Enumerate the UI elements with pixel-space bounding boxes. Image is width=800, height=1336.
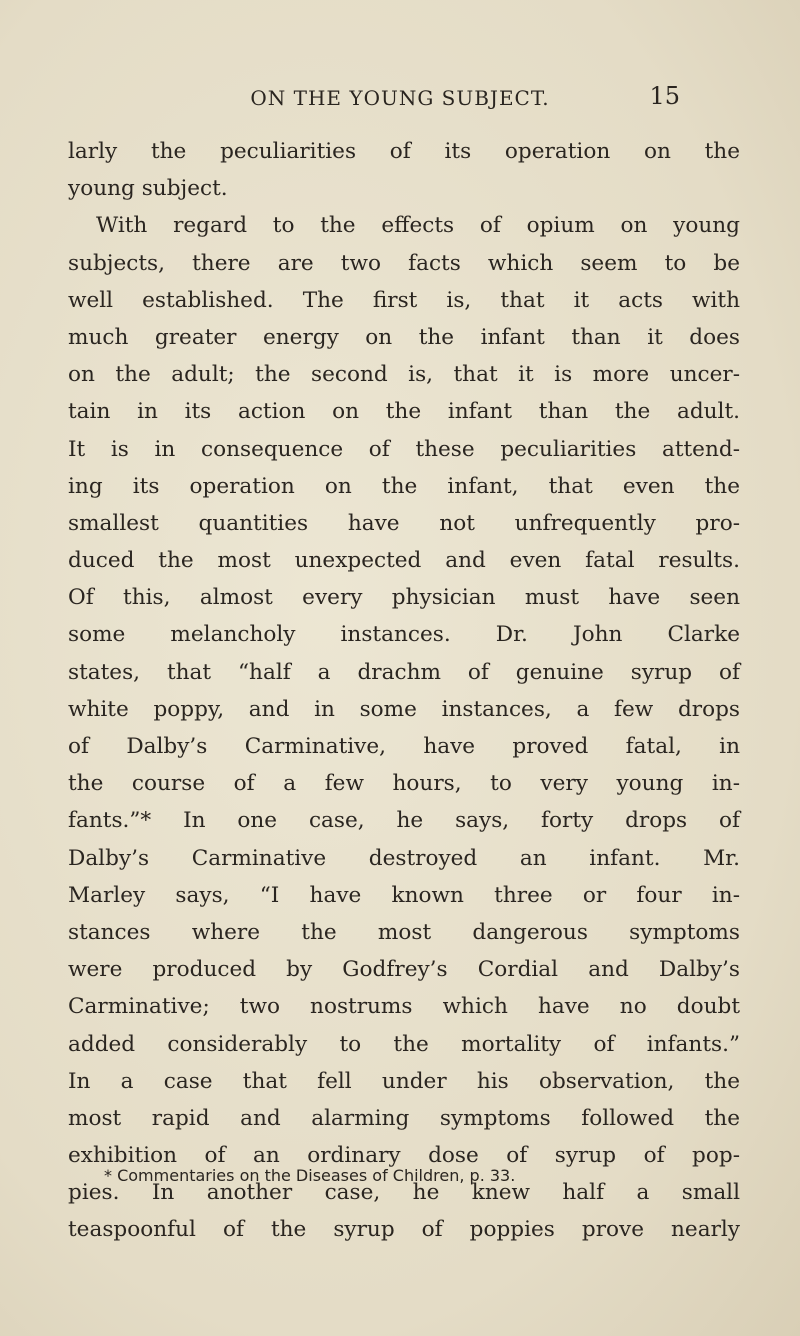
text-line: young subject.	[68, 176, 228, 202]
text-line: on the adult; the second is, that it is more uncer-	[68, 362, 740, 388]
text-line: tain in its action on the infant than the adult.	[68, 399, 740, 425]
text-line: With regard to the effects of opium on young	[96, 213, 740, 239]
text-line: white poppy, and in some instances, a few drops	[68, 696, 740, 722]
text-line: subjects, there are two facts which seem to be	[68, 250, 740, 276]
text-line: pies. In another case, he knew half a small	[68, 1180, 740, 1206]
text-line: larly the peculiarities of its operation on the	[68, 139, 740, 164]
text-line: much greater energy on the infant than it does	[68, 324, 740, 350]
text-line: added considerably to the mortality of infants.”	[68, 1031, 740, 1057]
running-title: ON THE YOUNG SUBJECT.	[250, 86, 550, 110]
text-line: some melancholy instances. Dr. John Clarke	[68, 622, 740, 648]
text-line: exhibition of an ordinary dose of syrup of pop-	[68, 1143, 740, 1169]
text-line: of Dalby’s Carminative, have proved fatal, in	[68, 734, 740, 759]
text-line: Marley says, “I have known three or four in-	[68, 882, 740, 908]
text-line: fants.”* In one case, he says, forty drops of	[68, 808, 740, 834]
page-number: 15	[649, 82, 680, 110]
text-line: Carminative; two nostrums which have no doubt	[68, 994, 740, 1020]
text-line: It is in consequence of these peculiarities attend-	[68, 436, 740, 462]
text-line: were produced by Godfrey’s Cordial and Dalby’s	[68, 957, 740, 983]
text-line: the course of a few hours, to very young in-	[68, 771, 740, 797]
body-text	[68, 133, 740, 1249]
text-line: stances where the most dangerous symptoms	[68, 919, 740, 945]
text-line: ing its operation on the infant, that even the	[68, 473, 740, 499]
text-line: Dalby’s Carminative destroyed an infant. Mr.	[68, 845, 740, 871]
text-line: In a case that fell under his observation, the	[68, 1068, 740, 1094]
text-line: states, that “half a drachm of genuine syrup of	[68, 659, 740, 685]
text-line: Of this, almost every physician must have seen	[68, 585, 740, 611]
footnote: * Commentaries on the Diseases of Children, p. 33.	[104, 1166, 516, 1185]
text-line: duced the most unexpected and even fatal results.	[68, 548, 740, 574]
text-line: well established. The first is, that it acts with	[68, 287, 740, 313]
text-line: smallest quantities have not unfrequently pro-	[68, 510, 740, 536]
text-line: most rapid and alarming symptoms followed the	[68, 1105, 740, 1131]
text-line: teaspoonful of the syrup of poppies prove nearly	[68, 1217, 740, 1243]
